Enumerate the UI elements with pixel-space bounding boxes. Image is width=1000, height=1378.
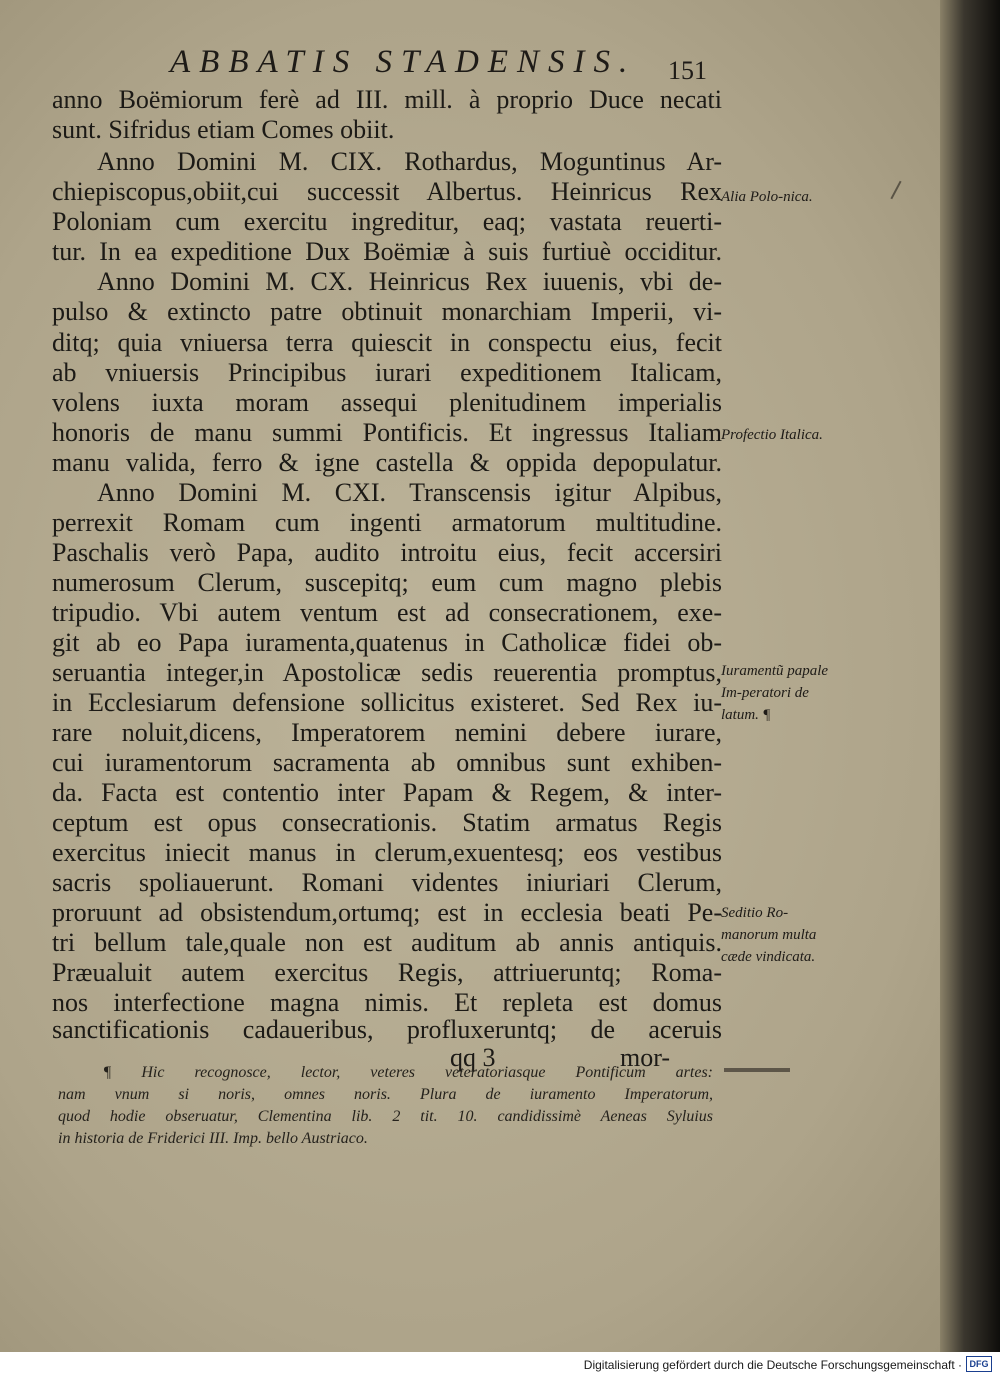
funding-credit: Digitalisierung gefördert durch die Deutsche Forschungsgemeinschaft · bbox=[583, 1358, 962, 1372]
text-line: tur. In ea expeditione Dux Boëmiæ à suis furtiuè occiditur. bbox=[52, 237, 722, 266]
book-edge-shadow bbox=[940, 0, 1000, 1352]
footnote-line: in historia de Friderici III. Imp. bello Austriaco. bbox=[58, 1130, 368, 1147]
text-line: pulso & extincto patre obtinuit monarchiam Imperii, vi- bbox=[52, 297, 722, 326]
text-line: ab vniuersis Principibus iurari expeditionem Italicam, bbox=[52, 358, 722, 387]
text-line: proruunt ad obsistendum,ortumq; est in ecclesia beati Pe- bbox=[52, 898, 722, 927]
text-line: in Ecclesiarum defensione sollicitus existeret. Sed Rex iu- bbox=[52, 688, 722, 717]
text-line: sanctificationis cadaueribus, profluxeruntq; de aceruis bbox=[52, 1015, 722, 1044]
text-line: Paschalis verò Papa, audito introitu eius, fecit accersiri bbox=[52, 538, 722, 567]
margin-note: Alia Polo-nica. bbox=[721, 189, 813, 205]
text-line: tripudio. Vbi autem ventum est ad consecrationem, exe- bbox=[52, 598, 722, 627]
dfg-logo: DFG bbox=[966, 1356, 992, 1372]
catchword: mor- bbox=[619, 1043, 670, 1072]
footnote-line: ¶ Hic recognosce, lector, veteres veteratoriasque Pontificum artes: bbox=[103, 1064, 713, 1081]
text-line: ceptum est opus consecrationis. Statim armatus Regis bbox=[52, 808, 722, 837]
text-line: Anno Domini M. CXI. Transcensis igitur Alpibus, bbox=[97, 478, 722, 507]
footnote-line: nam vnum si noris, omnes noris. Plura de iuramento Imperatorum, bbox=[58, 1086, 713, 1103]
margin-note: Seditio Ro-manorum multa cæde vindicata. bbox=[721, 905, 817, 965]
stray-pen-mark bbox=[890, 181, 901, 200]
margin-note: Profectio Italica. bbox=[721, 427, 823, 443]
stray-ink-mark bbox=[724, 1068, 790, 1072]
text-line: seruantia integer,in Apostolicæ sedis reuerentia promptus, bbox=[52, 658, 722, 687]
text-line: nos interfectione magna nimis. Et repleta est domus bbox=[52, 988, 722, 1017]
page-number: 151 bbox=[668, 56, 707, 85]
text-line: numerosum Clerum, suscepitq; eum cum magno plebis bbox=[52, 568, 722, 597]
text-line: Præualuit autem exercitus Regis, attriueruntq; Roma- bbox=[52, 958, 722, 987]
text-line: sacris spoliauerunt. Romani videntes iniuriari Clerum, bbox=[52, 868, 722, 897]
text-line: cui iuramentorum sacramenta ab omnibus sunt exhiben- bbox=[52, 748, 722, 777]
text-line: ditq; quia vniuersa terra quiescit in conspectu eius, fecit bbox=[52, 328, 722, 357]
text-line: tri bellum tale,quale non est auditum ab annis antiquis. bbox=[52, 928, 722, 957]
text-line: honoris de manu summi Pontificis. Et ingressus Italiam bbox=[52, 418, 722, 447]
margin-note: Iuramentũ papale Im-peratori de latum. ¶ bbox=[721, 663, 829, 723]
signature-mark: qq 3 bbox=[450, 1043, 496, 1072]
text-line: Anno Domini M. CIX. Rothardus, Moguntinus Ar- bbox=[97, 147, 722, 176]
running-head: ABBATIS STADENSIS. bbox=[170, 44, 637, 80]
text-line: Anno Domini M. CX. Heinricus Rex iuuenis, vbi de- bbox=[97, 267, 722, 296]
text-line: volens iuxta moram assequi plenitudinem imperialis bbox=[52, 388, 722, 417]
footnote-line: quod hodie obseruatur, Clementina lib. 2 tit. 10. candidissimè Aeneas Syluius bbox=[58, 1108, 713, 1125]
text-line: anno Boëmiorum ferè ad III. mill. à proprio Duce necati bbox=[52, 85, 722, 114]
text-line: perrexit Romam cum ingenti armatorum multitudine. bbox=[52, 508, 722, 537]
text-line: rare noluit,dicens, Imperatorem nemini debere iurare, bbox=[52, 718, 722, 747]
text-line: git ab eo Papa iuramenta,quatenus in Catholicæ fidei ob- bbox=[52, 628, 722, 657]
text-line: sunt. Sifridus etiam Comes obiit. bbox=[52, 115, 395, 144]
text-line: manu valida, ferro & igne castella & oppida depopulatur. bbox=[52, 448, 722, 477]
text-line: Poloniam cum exercitu ingreditur, eaq; vastata reuerti- bbox=[52, 207, 722, 236]
text-line: da. Facta est contentio inter Papam & Regem, & inter- bbox=[52, 778, 722, 807]
text-line: exercitus iniecit manus in clerum,exuentesq; eos vestibus bbox=[52, 838, 722, 867]
text-line: chiepiscopus,obiit,cui successit Albertus. Heinricus Rex bbox=[52, 177, 722, 206]
